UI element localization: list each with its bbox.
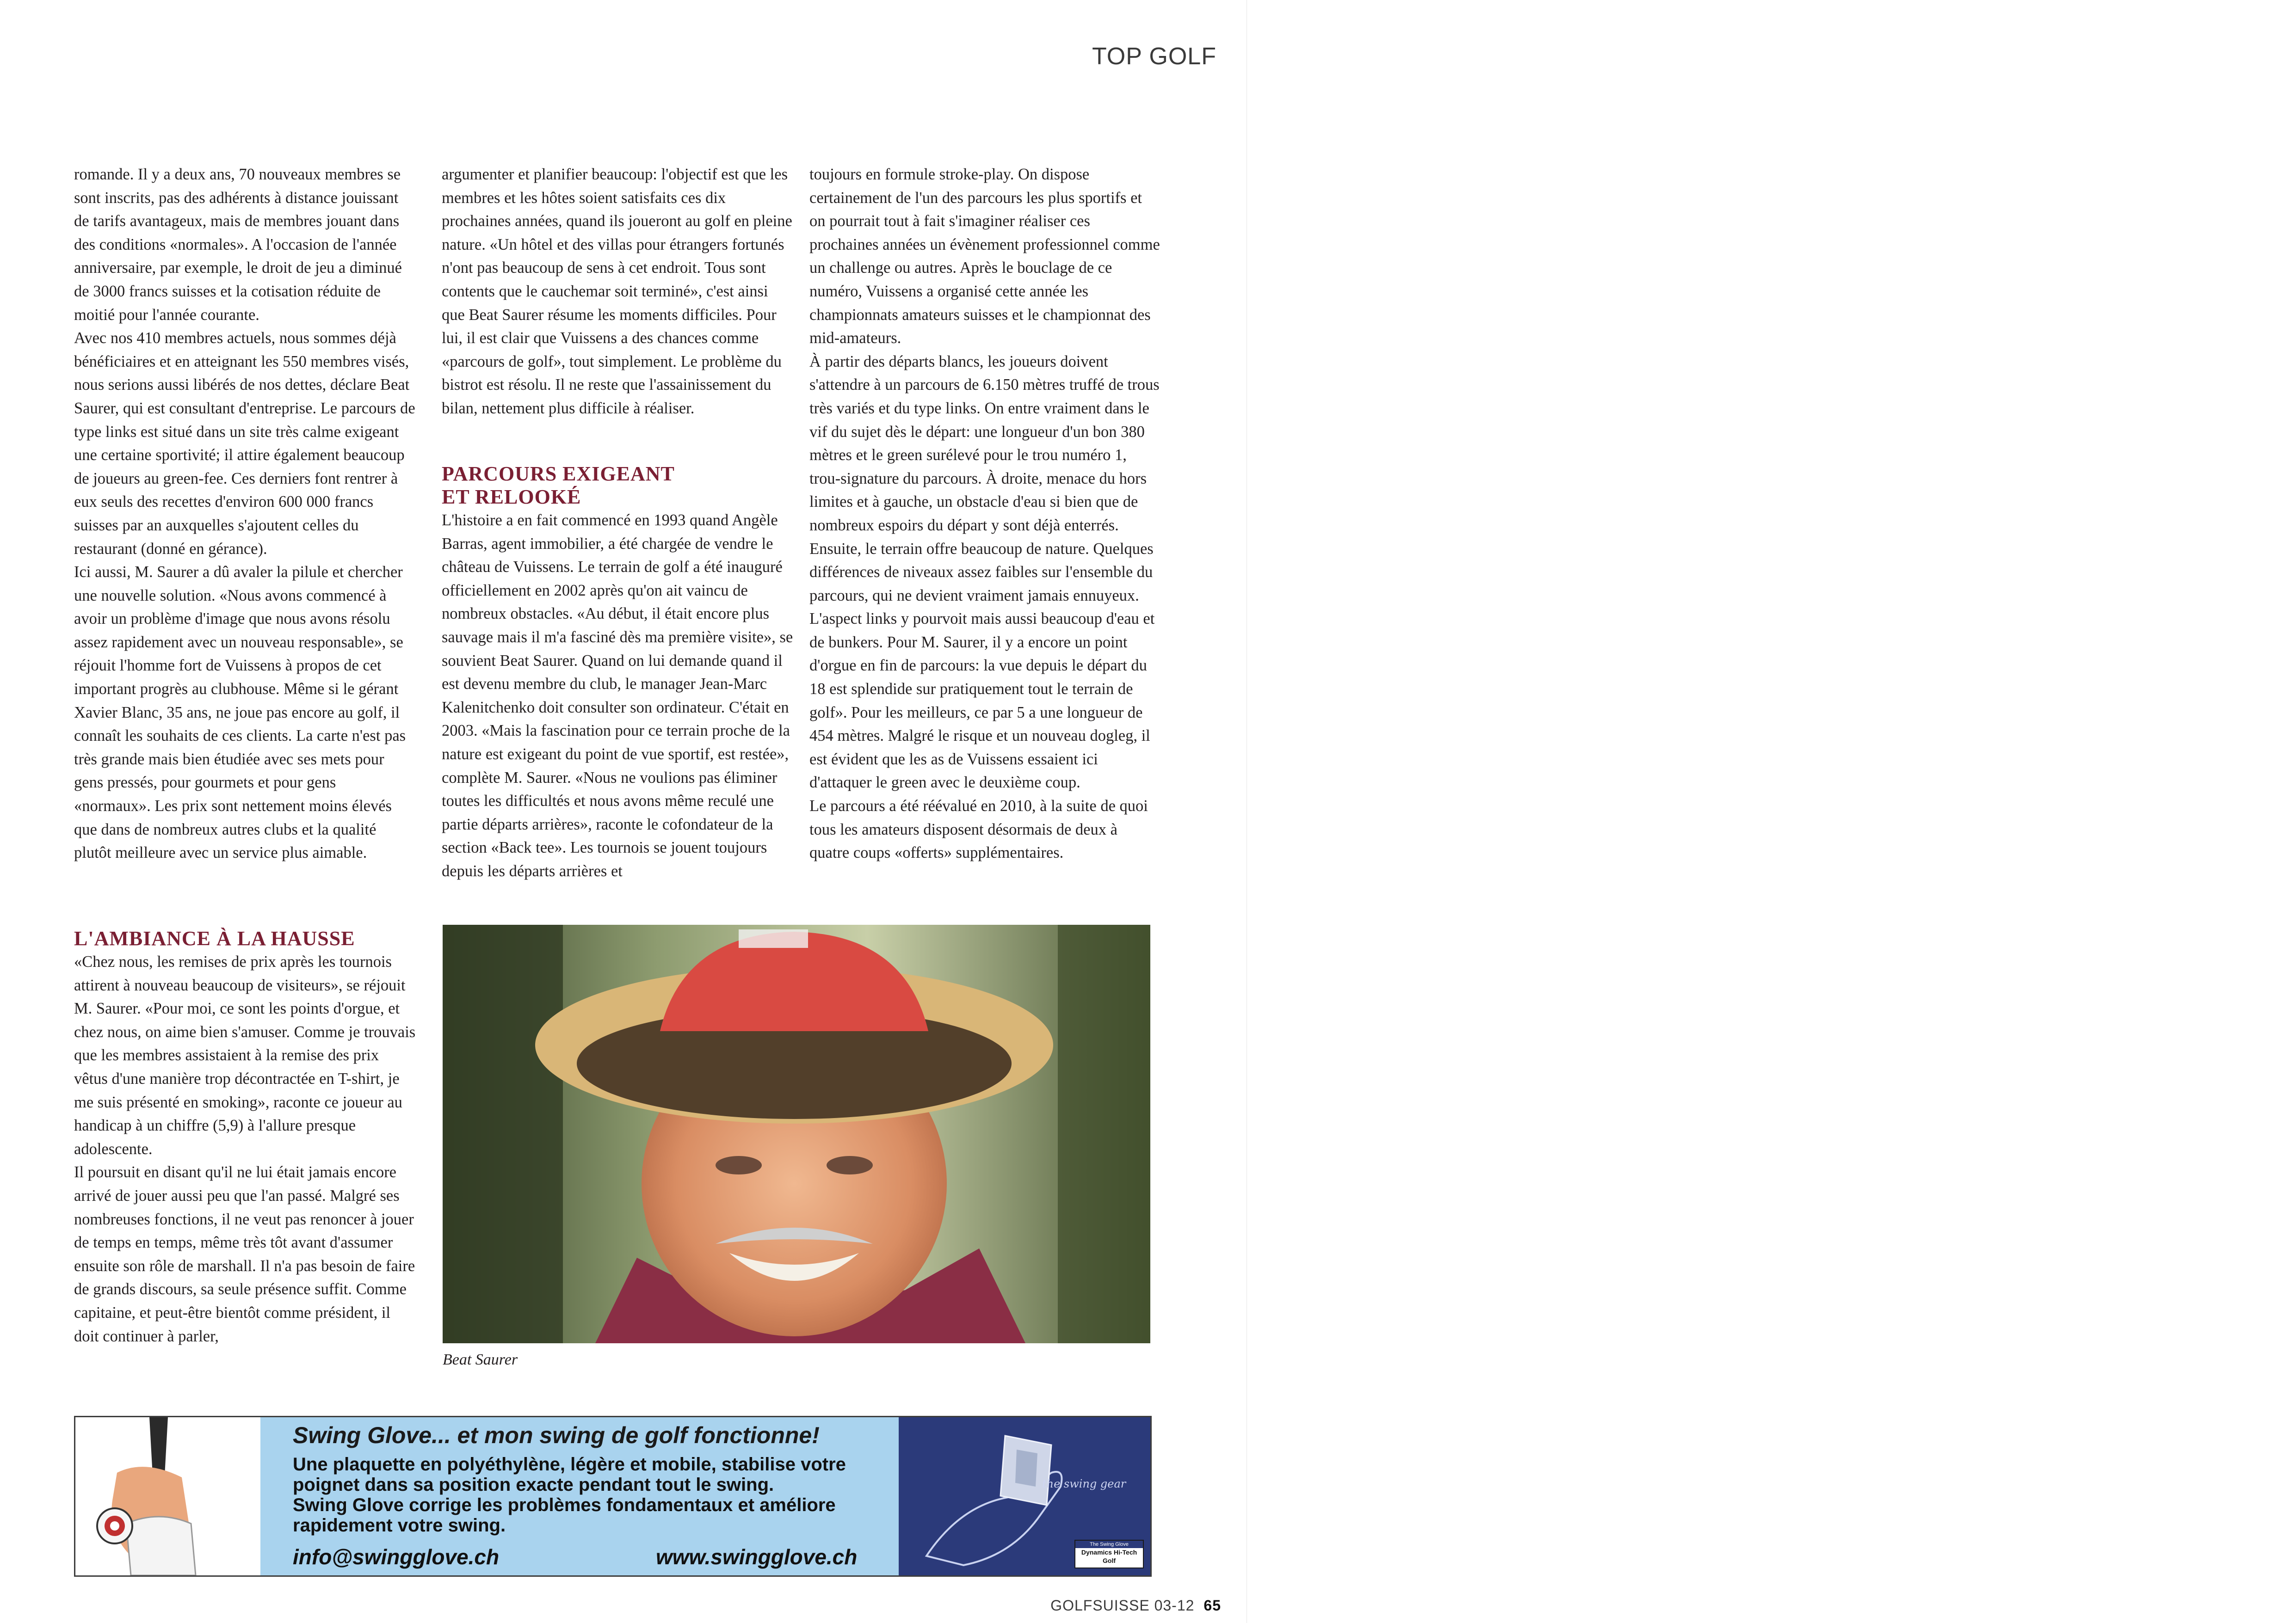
ad-text-panel [260,1417,899,1575]
section-heading-parcours: PARCOURS EXIGEANT ET RELOOKÉ [442,462,675,508]
portrait-photo [443,925,1150,1343]
portrait-illustration [443,925,1150,1343]
paragraph: «Chez nous, les remises de prix après les tournois attirent à nouveau beaucoup de visiteurs», se réjouit M. Saurer. «Pour moi, ce sont les points d'orgue, et chez nous, on aime bien s'amuser. Comme je trouvais que les membres assistaient à la remise des prix vêtus d'une manière trop décontractée en T-shirt, je me suis présenté en smoking», raconte ce joueur au handicap à un chiffre (5,9) à l'allure presque adolescente. [74,953,416,1158]
section-heading-ambiance: L'AMBIANCE À LA HAUSSE [74,927,355,950]
article-column-1 [74,163,416,865]
ad-website-link[interactable]: www.swingglove.ch [656,1545,858,1569]
ad-email-link[interactable]: info@swingglove.ch [293,1545,500,1569]
ad-brand-panel [899,1417,1150,1575]
article-column-2 [442,163,793,420]
article-column-3 [809,163,1161,865]
ad-box-main-label: Dynamics Hi-Tech Golf [1081,1549,1137,1564]
glove-hand-icon [75,1417,260,1575]
photo-caption: Beat Saurer [443,1351,518,1368]
ad-brand-script: the swing gear [1042,1477,1126,1490]
paragraph: Ici aussi, M. Saurer a dû avaler la pilule et chercher une nouvelle solution. «Nous avons commencé à avoir un problème d'image que nous avons résolu assez rapidement avec un nouveau responsable», se réjouit l'homme fort de Vuissens à propos de cet important progrès au clubhouse. Même si le gérant Xavier Blanc, 35 ans, ne joue pas encore au golf, il connaît les souhaits de ces clients. La carte n'est pas très grande mais bien étudiée avec ses mets pour gens pressés, pour gourmets et pour gens «normaux». Les prix sont nettement moins élevés que dans de nombreux autres clubs et la qualité plutôt meilleure avec un service plus aimable. [74,563,406,862]
paragraph: L'histoire a en fait commencé en 1993 quand Angèle Barras, agent immobilier, a été chargée de vendre le château de Vuissens. Le terrain de golf a été inauguré officiellement en 2002 après qu'on ait vaincu de nombreux obstacles. «Au début, il était encore plus sauvage mais il m'a fasciné dès ma première visite», se souvient Beat Saurer. Quand on lui demande quand il est devenu membre du club, le manager Jean-Marc Kalenitchenko doit consulter son ordinateur. C'était en 2003. «Mais la fascination pour ce terrain proche de la nature est exigeant du point de vue sportif, est restée», complète M. Saurer. «Nous ne voulions pas éliminer toutes les difficultés et nous avons même reculé une partie départs arrières», raconte le cofondateur de la section «Back tee». Les tournois se jouent toujours depuis les départs arrières et [442,511,793,880]
ad-glove-image [75,1417,260,1575]
paragraph: romande. Il y a deux ans, 70 nouveaux membres se sont inscrits, pas des adhérents à distance jouissant de tarifs avantageux, mais de membres jouant dans des conditions «normales». A l'occasion de l'année anniversaire, par exemple, le droit de jeu a diminué de 3000 francs suisses et la cotisation réduite de moitié pour l'année courante. [74,166,402,324]
section-header: TOP GOLF [1092,43,1216,70]
ad-body [293,1454,885,1536]
paragraph: À partir des départs blancs, les joueurs doivent s'attendre à un parcours de 6.150 mètres truffé de trous très variés et du type links. On entre vraiment dans le vif du sujet dès le départ: une longueur d'un bon 380 mètres et le green surélevé pour le trou numéro 1, trou-signature du parcours. À droite, menace du hors limites et à gauche, un obstacle d'eau si bien que de nombreux espoirs du départ y sont déjà enterrés. Ensuite, le terrain offre beaucoup de nature. Quelques différences de niveaux assez faibles sur l'ensemble du parcours, qui ne devient vraiment jamais ennuyeux. L'aspect links y pourvoit mais aussi beaucoup d'eau et de bunkers. Pour M. Saurer, il y a encore un point d'orgue en fin de parcours: la vue depuis le départ du 18 est splendide sur pratiquement tout le terrain de golf». Pour les meilleurs, ce par 5 a une longueur de 454 mètres. Malgré le risque et un nouveau dogleg, il est évident que les as de Vuissens essaient ici d'attaquer le green avec le deuxième coup. [809,352,1160,792]
page-number: 65 [1204,1597,1221,1614]
ad-headline: Swing Glove... et mon swing de golf fonctionne! [293,1422,820,1448]
magazine-issue: GOLFSUISSE 03-12 [1050,1597,1195,1614]
paragraph: Il poursuit en disant qu'il ne lui était jamais encore arrivé de jouer aussi peu que l'an passé. Malgré ses nombreuses fonctions, il ne veut pas renoncer à jouer de temps en temps, même très tôt avant d'assumer ensuite son rôle de marshall. Il n'a pas besoin de faire de grands discours, sa seule présence suffit. Comme capitaine, et peut-être bientôt comme président, il doit continuer à parler, [74,1163,415,1345]
ad-box-top-label: The Swing Glove [1075,1541,1143,1548]
paragraph: Le parcours a été réévalué en 2010, à la suite de quoi tous les amateurs disposent désormais de deux à quatre coups «offerts» supplémentaires. [809,797,1148,862]
article-column-1-lower [74,927,416,1348]
ad-product-box [1074,1540,1144,1568]
paragraph: Avec nos 410 membres actuels, nous sommes déjà bénéficiaires et en atteignant les 550 membres visés, nous serions aussi libérés de nos dettes, déclare Beat Saurer, qui est consultant d'entreprise. Le parcours de type links est situé dans un site très calme exigeant une certaine sportivité; il attire également beaucoup de joueurs au green-fee. Ces derniers font rentrer à eux seuls des recettes d'environ 600 000 francs suisses par an auxquelles s'ajoutent celles du restaurant (donné en gérance). [74,329,415,558]
swing-glove-advertisement[interactable] [74,1416,1152,1577]
paragraph: argumenter et planifier beaucoup: l'objectif est que les membres et les hôtes soient satisfaits ces dix prochaines années, quand ils joueront au golf en pleine nature. «Un hôtel et des villas pour étrangers fortunés n'ont pas beaucoup de sens à cet endroit. Tous sont contents que le cauchemar soit terminé», c'est ainsi que Beat Saurer résume les moments difficiles. Pour lui, il est clair que Vuissens a des chances comme «parcours de golf», tout simplement. Le problème du bistrot est résolu. Il ne reste que l'assainissement du bilan, nettement plus difficile à réaliser. [442,166,792,417]
ad-body-line-1: Une plaquette en polyéthylène, légère et mobile, stabilise votre poignet dans sa position exacte pendant tout le swing. [293,1454,846,1495]
article-column-2-lower [442,462,793,883]
paragraph: toujours en formule stroke-play. On dispose certainement de l'un des parcours les plus sportifs et on pourrait tout à fait s'imaginer réaliser ces prochaines années un évènement professionnel comme un challenge ou autres. Après le bouclage de ce numéro, Vuissens a organisé cette année les championnats amateurs suisses et le championnat des mid-amateurs. [809,166,1160,347]
page-footer [1027,1597,1221,1614]
ad-body-line-2: Swing Glove corrige les problèmes fondamentaux et améliore rapidement votre swing. [293,1495,836,1536]
